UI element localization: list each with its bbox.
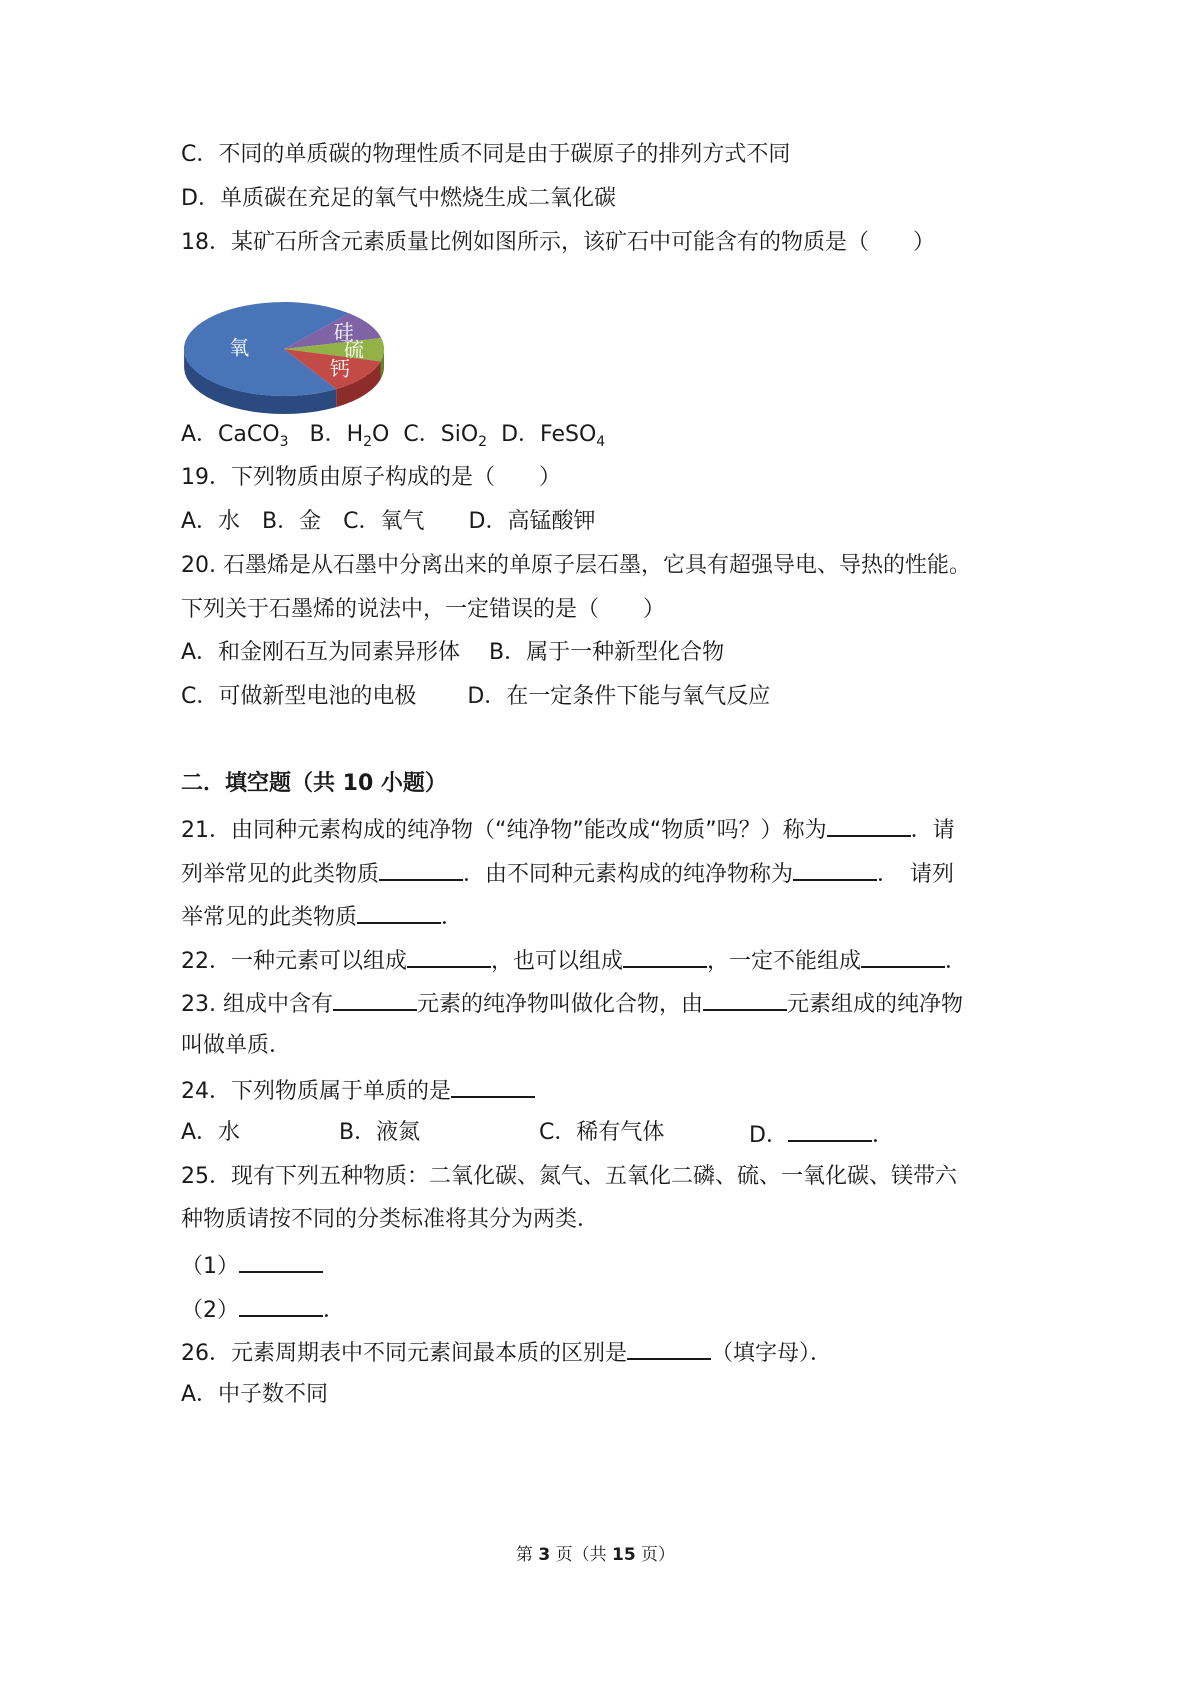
q19-stem: 19．下列物质由原子构成的是（ ）	[181, 465, 561, 490]
page-footer: 第 3 页（共 15 页）	[515, 1545, 676, 1565]
q20-stem-line2: 下列关于石墨烯的说法中，一定错误的是（ ）	[181, 597, 666, 622]
q20-options-ab: A．和金刚石互为同素异形体 B．属于一种新型化合物	[181, 640, 725, 665]
q21-line2: 列举常见的此类物质 ．由不同种元素构成的纯净物称为 ． 请列	[181, 857, 954, 890]
answer-blank[interactable]	[357, 900, 441, 924]
q25-line1: 25．现有下列五种物质：二氧化碳、氮气、五氧化二磷、硫、一氧化碳、镁带六	[181, 1164, 957, 1189]
answer-blank[interactable]	[788, 1118, 872, 1142]
q19-options: A．水 B．金 C．氧气 D．高锰酸钾	[181, 509, 596, 534]
q18-option-d: D．FeSO$_4$	[501, 422, 606, 450]
q25-sub2: （2） ．	[181, 1293, 345, 1326]
q21-line1: 21．由同种元素构成的纯净物（“纯净物”能改成“物质”吗？）称为 ．请	[181, 813, 955, 846]
q18-stem: 18．某矿石所含元素质量比例如图所示，该矿石中可能含有的物质是（ ）	[181, 230, 935, 255]
q23-line1: 23. 组成中含有 元素的纯净物叫做化合物，由 元素组成的纯净物	[181, 987, 963, 1020]
answer-blank[interactable]	[239, 1249, 323, 1273]
q24-option-a: A．水	[181, 1120, 241, 1145]
pie-label-2: 硫	[344, 337, 364, 362]
q23-line2: 叫做单质．	[181, 1033, 292, 1058]
q22-line: 22．一种元素可以组成 ，也可以组成 ，一定不能组成 ．	[181, 944, 967, 977]
answer-blank[interactable]	[407, 944, 491, 968]
q21-line3: 举常见的此类物质 ．	[181, 900, 463, 933]
answer-blank[interactable]	[627, 1336, 711, 1360]
answer-blank[interactable]	[239, 1293, 323, 1317]
q24-option-c: C．稀有气体	[539, 1120, 665, 1145]
q20-stem-line1: 20. 石墨烯是从石墨中分离出来的单原子层石墨，它具有超强导电、导热的性能。	[181, 553, 971, 578]
answer-blank[interactable]	[827, 813, 911, 837]
q18-option-a: A．CaCO$_3$	[181, 422, 289, 450]
section-heading-fill-in: 二．填空题（共 10 小题）	[181, 771, 447, 796]
q25-line2: 种物质请按不同的分类标准将其分为两类．	[181, 1207, 600, 1232]
answer-blank[interactable]	[703, 987, 787, 1011]
q20-options-cd: C．可做新型电池的电极 D．在一定条件下能与氧气反应	[181, 684, 771, 709]
answer-blank[interactable]	[793, 857, 877, 881]
q17-option-c: C．不同的单质碳的物理性质不同是由于碳原子的排列方式不同	[181, 142, 791, 167]
q24-option-b: B．液氮	[339, 1120, 421, 1145]
answer-blank[interactable]	[623, 944, 707, 968]
answer-blank[interactable]	[451, 1074, 535, 1098]
answer-blank[interactable]	[379, 857, 463, 881]
q24-stem: 24．下列物质属于单质的是	[181, 1074, 535, 1107]
q17-option-d: D．单质碳在充足的氧气中燃烧生成二氧化碳	[181, 186, 616, 211]
answer-blank[interactable]	[861, 944, 945, 968]
q18-option-c: C．SiO$_2$	[403, 422, 488, 450]
q18-option-b: B．$H_2O$	[309, 422, 390, 450]
q25-sub1: （1）	[181, 1249, 323, 1282]
pie-label-0: 氧	[229, 335, 250, 360]
q18-options	[181, 420, 605, 457]
q24-option-d: D． ．	[749, 1118, 894, 1151]
pie-label-1: 硅	[333, 319, 354, 344]
pie-label-3: 钙	[330, 356, 350, 381]
q26-option-a: A．中子数不同	[181, 1382, 329, 1407]
element-mass-pie-chart	[181, 297, 391, 422]
q26-stem: 26．元素周期表中不同元素间最本质的区别是 （填字母）．	[181, 1336, 832, 1369]
answer-blank[interactable]	[333, 987, 417, 1011]
